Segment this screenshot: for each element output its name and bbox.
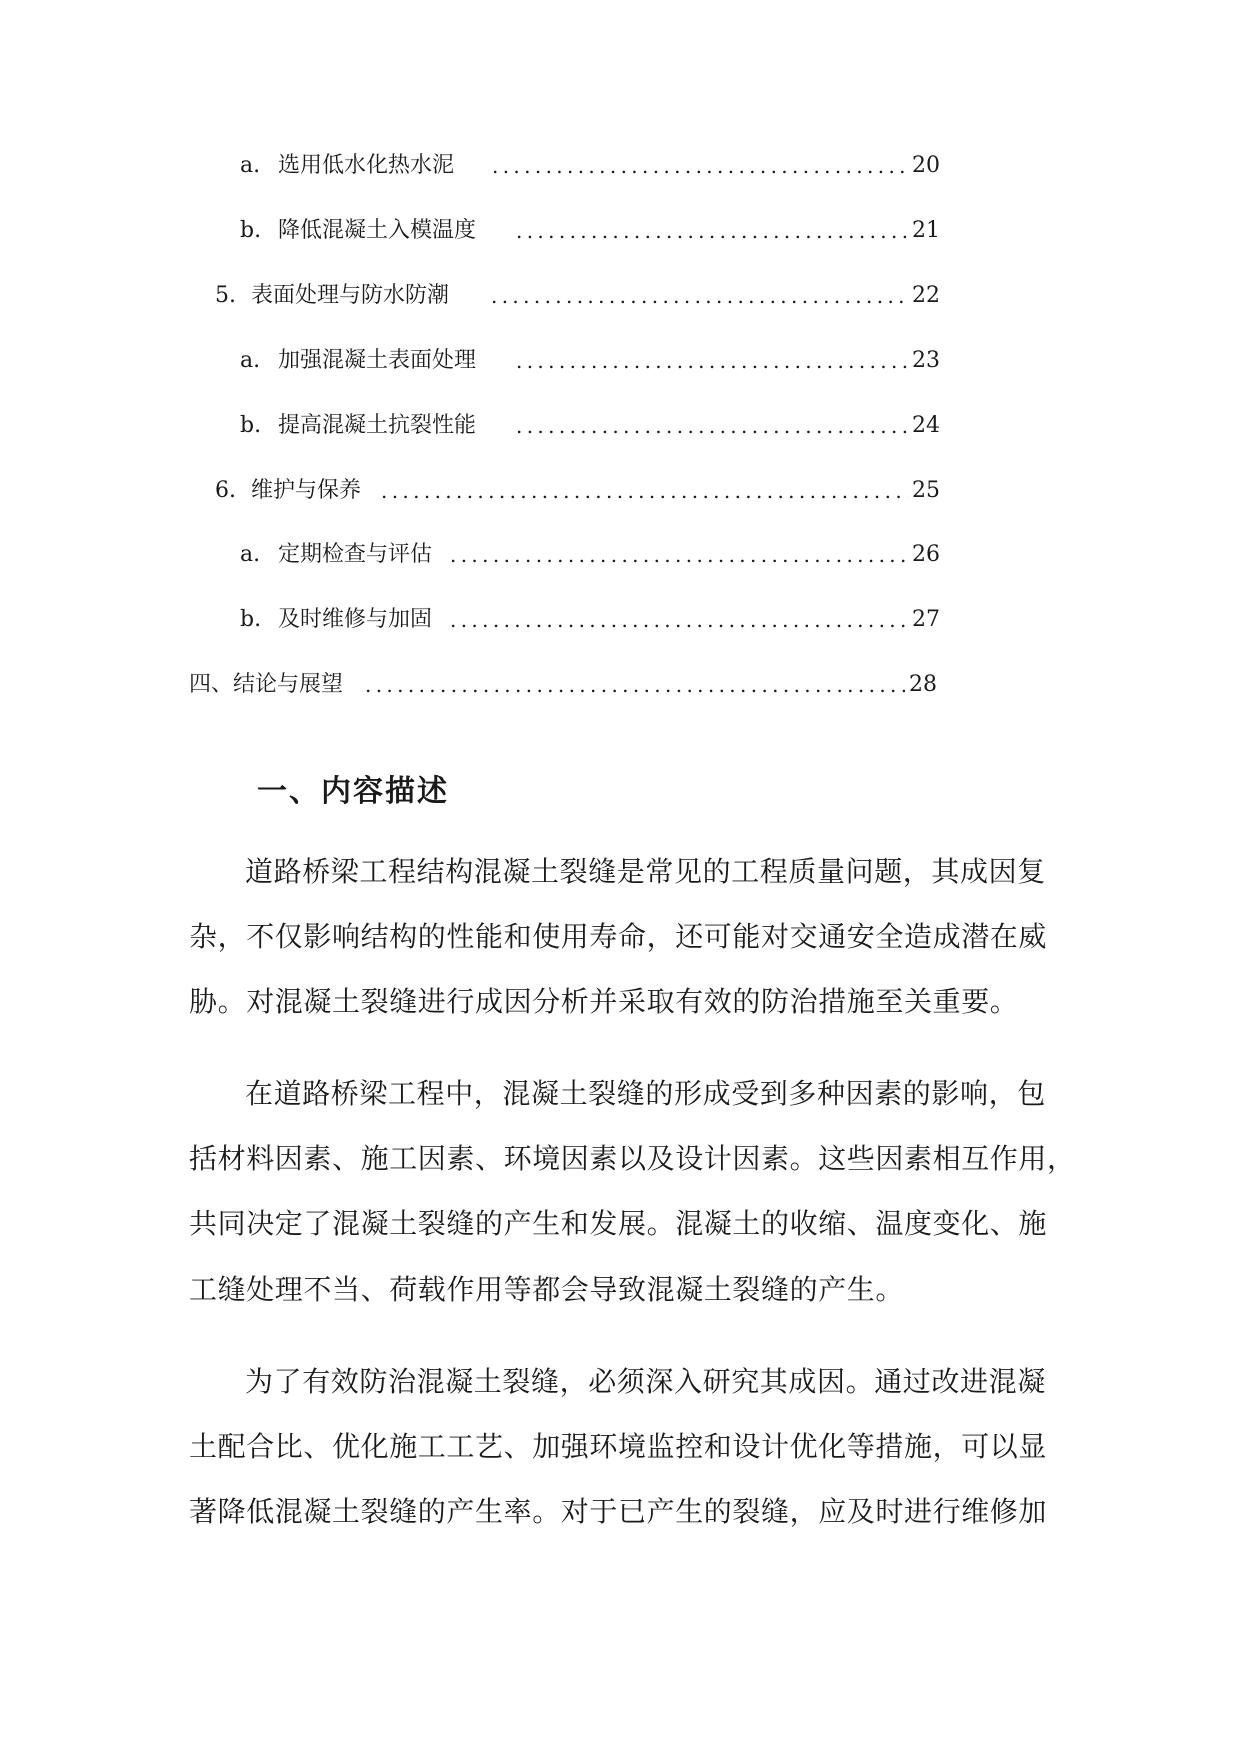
toc-page-number: 21: [912, 218, 940, 243]
toc-entry-title: 降低混凝土入模温度: [278, 218, 477, 243]
paragraph-line: 杂，不仅影响结构的性能和使用寿命，还可能对交通安全造成潜在威: [189, 920, 1048, 953]
paragraph-line: 工缝处理不当、荷载作用等都会导致混凝土裂缝的产生。: [189, 1273, 905, 1306]
toc-page-number: 20: [912, 153, 940, 178]
toc-entry-title: 提高混凝土抗裂性能: [278, 413, 477, 438]
toc-page-number: 25: [912, 478, 940, 503]
paragraph-line: 在道路桥梁工程中，混凝土裂缝的形成受到多种因素的影响，包: [245, 1077, 1046, 1110]
toc-page-number: 28: [909, 672, 937, 697]
toc-entry-number: b.: [240, 413, 262, 438]
toc-entry[interactable]: [189, 665, 951, 705]
toc-entry[interactable]: [240, 406, 940, 446]
toc-entry-number: a.: [240, 348, 261, 373]
toc-leader-dots: [450, 535, 908, 575]
paragraph-line: 土配合比、优化施工工艺、加强环境监控和设计优化等措施，可以显: [189, 1430, 1048, 1463]
toc-entry[interactable]: [240, 146, 940, 186]
paragraph-line: 胁。对混凝土裂缝进行成因分析并采取有效的防治措施至关重要。: [189, 985, 1019, 1018]
toc-entry-title: 及时维修与加固: [278, 607, 433, 632]
paragraph-line: 为了有效防治混凝土裂缝，必须深入研究其成因。通过改进混凝: [245, 1365, 1046, 1398]
toc-entry-title: 加强混凝土表面处理: [278, 348, 477, 373]
toc-entry-title: 四、结论与展望: [189, 672, 344, 697]
paragraph-line: 共同决定了混凝土裂缝的产生和发展。混凝土的收缩、温度变化、施: [189, 1207, 1048, 1240]
toc-entry-number: b.: [240, 607, 262, 632]
toc-entry-title: 表面处理与防水防潮: [251, 283, 450, 308]
toc-leader-dots: [491, 276, 908, 316]
toc-entry-number: 6.: [215, 478, 236, 503]
toc-leader-dots: [492, 146, 908, 186]
section-heading: 一、内容描述: [257, 774, 449, 809]
toc-entry-number: a.: [240, 153, 261, 178]
toc-leader-dots: [516, 406, 908, 446]
toc-entry[interactable]: [215, 276, 940, 316]
toc-leader-dots: [450, 600, 908, 640]
toc-entry[interactable]: [240, 211, 940, 251]
toc-entry-number: b.: [240, 218, 262, 243]
toc-entry-title: 选用低水化热水泥: [278, 153, 455, 178]
paragraph-line: 道路桥梁工程结构混凝土裂缝是常见的工程质量问题，其成因复: [245, 855, 1046, 888]
toc-page-number: 26: [912, 542, 940, 567]
toc-entry[interactable]: [240, 600, 940, 640]
toc-entry-title: 维护与保养: [251, 478, 362, 503]
toc-page-number: 24: [912, 413, 940, 438]
toc-page-number: 27: [912, 607, 940, 632]
toc-entry[interactable]: [240, 341, 940, 381]
toc-leader-dots: [516, 341, 908, 381]
toc-page-number: 23: [912, 348, 940, 373]
toc-entry-number: 5.: [215, 283, 236, 308]
paragraph-line: 括材料因素、施工因素、环境因素以及设计因素。这些因素相互作用，: [189, 1142, 1076, 1175]
toc-leader-dots: [365, 665, 905, 705]
toc-entry[interactable]: [215, 471, 940, 511]
toc-leader-dots: [381, 471, 908, 511]
toc-entry[interactable]: [240, 535, 940, 575]
toc-page-number: 22: [912, 283, 940, 308]
paragraph-line: 著降低混凝土裂缝的产生率。对于已产生的裂缝，应及时进行维修加: [189, 1495, 1048, 1528]
toc-leader-dots: [516, 211, 908, 251]
toc-entry-title: 定期检查与评估: [278, 542, 433, 567]
toc-entry-number: a.: [240, 542, 261, 567]
